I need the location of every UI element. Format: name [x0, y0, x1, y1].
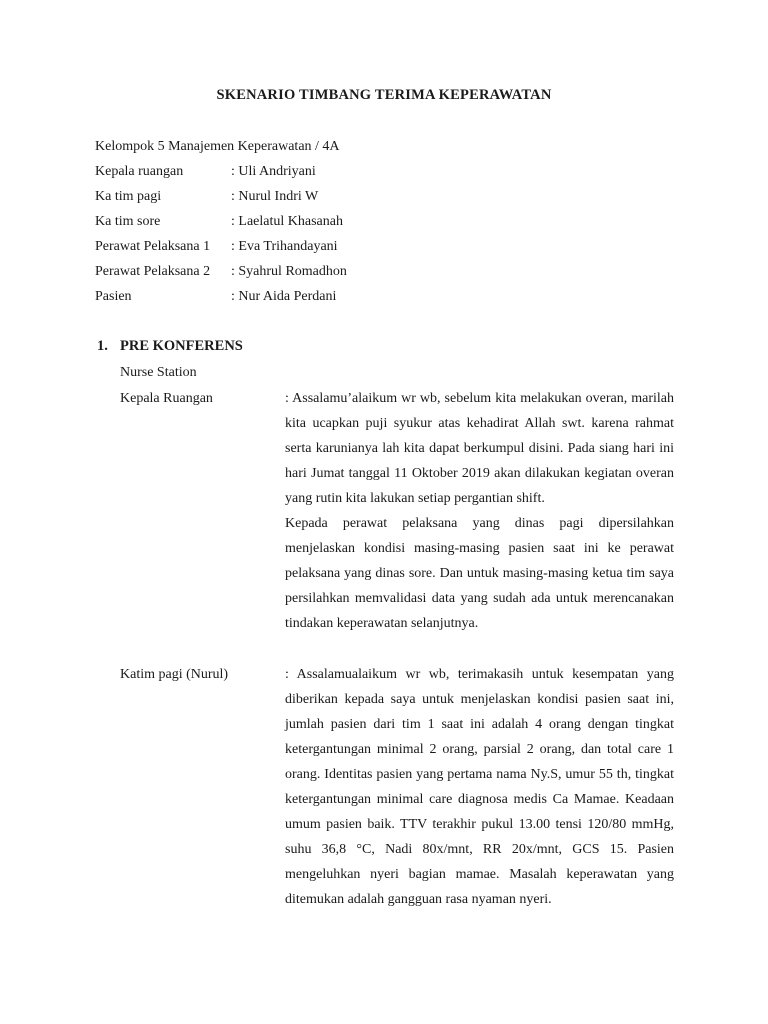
location-label: Nurse Station: [120, 365, 197, 380]
team-member-name: : Laelatul Khasanah: [231, 214, 343, 229]
speech-text: [285, 386, 674, 636]
dialog-entry-kepala-ruangan: [120, 386, 676, 636]
team-member-name: : Eva Trihandayani: [231, 239, 338, 254]
team-info: [95, 137, 347, 312]
team-row: [95, 212, 347, 237]
team-role: Kepala ruangan: [95, 164, 184, 179]
team-member-name: : Nurul Indri W: [231, 189, 319, 204]
team-role: Perawat Pelaksana 2: [95, 264, 211, 279]
speech-paragraph: : Assalamualaikum wr wb, terimakasih untuk kesempatan yang diberikan kepada saya untuk menjelaskan kondisi pasien saat ini, jumlah pasien dari tim 1 saat ini adalah 4 orang dengan tingkat ketergantungan minimal 2 orang, parsial 2 orang, dan total care 1 orang. Identitas pasien yang pertama nama Ny.S, umur 55 th, tingkat ketergantungan minimal care diagnosa medis Ca Mamae. Keadaan umum pasien baik. TTV terakhir pukul 13.00 tensi 120/80 mmHg, suhu 36,8 °C, Nadi 80x/mnt, RR 20x/mnt, GCS 15. Pasien mengeluhkan nyeri bagian mamae. Masalah keperawatan yang ditemukan adalah gangguan rasa nyaman nyeri.: [285, 667, 674, 907]
group-line: Kelompok 5 Manajemen Keperawatan / 4A: [95, 139, 340, 154]
team-role: Perawat Pelaksana 1: [95, 239, 211, 254]
team-row: [95, 287, 347, 312]
speech-paragraph: Kepada perawat pelaksana yang dinas pagi dipersilahkan menjelaskan kondisi masing-masing pasien saat ini ke perawat pelaksana yang dinas sore. Dan untuk masing-masing ketua tim saya persilahkan memvalidasi data yang sudah ada untuk merencanakan tindakan keperawatan selanjutnya.: [285, 516, 674, 631]
speech-text: [285, 662, 674, 912]
section-title: PRE KONFERENS: [120, 338, 243, 354]
dialog-entry-katim-pagi: [120, 662, 676, 912]
document-title: SKENARIO TIMBANG TERIMA KEPERAWATAN: [216, 87, 552, 103]
team-row: [95, 162, 347, 187]
team-row: [95, 237, 347, 262]
section-heading: [97, 338, 243, 355]
team-row: [95, 262, 347, 287]
team-role: Ka tim pagi: [95, 189, 162, 204]
team-member-name: : Nur Aida Perdani: [231, 289, 337, 304]
team-role: Ka tim sore: [95, 214, 161, 229]
team-member-name: : Uli Andriyani: [231, 164, 316, 179]
speaker-label: Katim pagi (Nurul): [120, 667, 229, 682]
team-role: Pasien: [95, 289, 132, 304]
section-number: 1.: [97, 338, 108, 354]
speech-paragraph: : Assalamu’alaikum wr wb, sebelum kita melakukan overan, marilah kita ucapkan puji syukur atas kehadirat Allah swt. karena rahmat serta karunianya lah kita dapat berkumpul disini. Pada siang hari ini hari Jumat tanggal 11 Oktober 2019 akan dilakukan kegiatan overan yang rutin kita lakukan setiap pergantian shift.: [285, 391, 674, 506]
speaker-label: Kepala Ruangan: [120, 391, 213, 406]
team-member-name: : Syahrul Romadhon: [231, 264, 347, 279]
team-row: [95, 187, 347, 212]
